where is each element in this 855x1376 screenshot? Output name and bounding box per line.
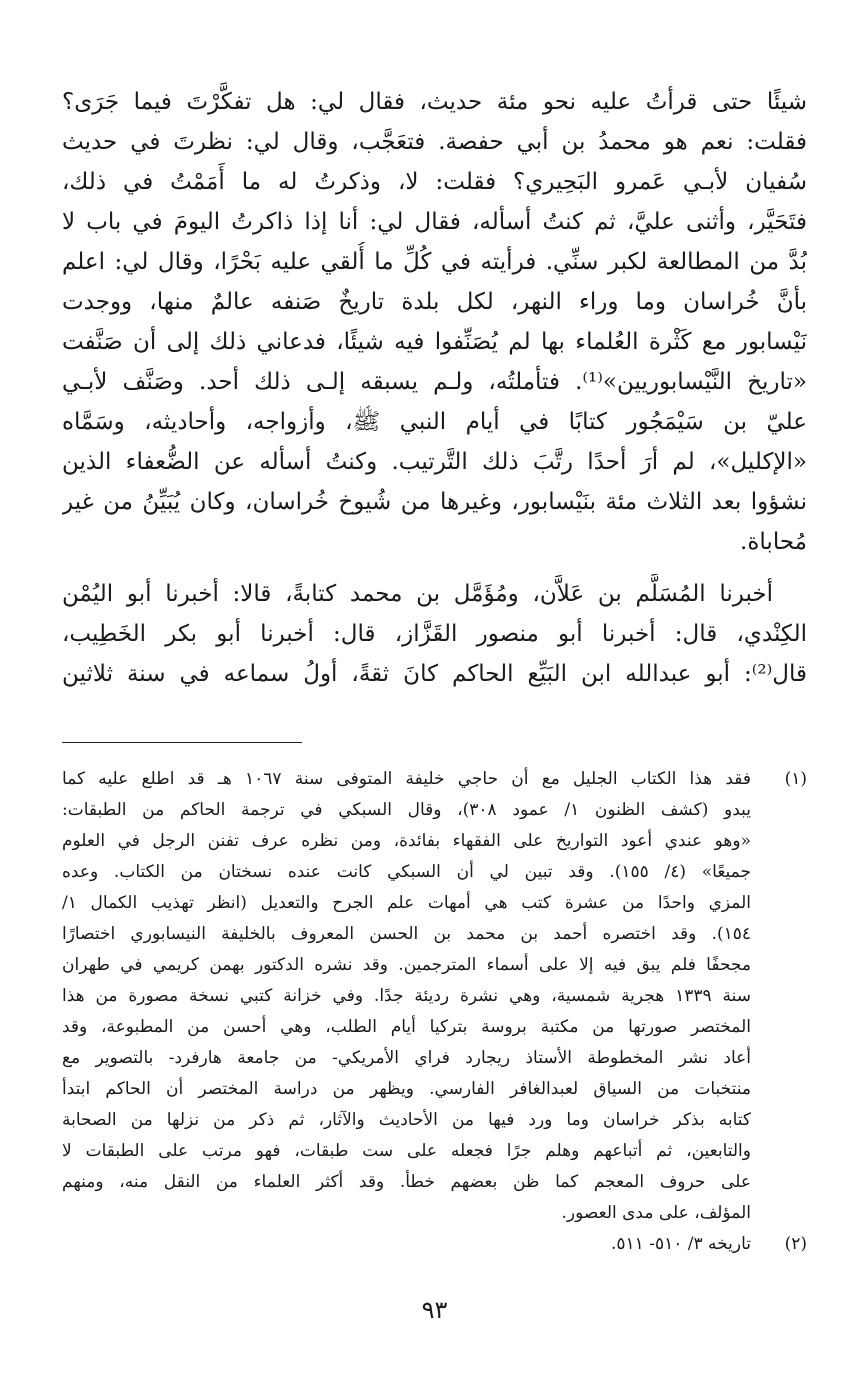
footnote-line: والتابعين، ثم أتباعهم وهلم جرًا فجعله على ست طبقات، فهو مرتب على الطبقات لا xyxy=(62,1141,751,1161)
footnote-line: ١٥٤). وقد اختصره أحمد بن محمد بن الحسن المعروف بالخليفة النيسابوري اختصارًا xyxy=(62,924,751,944)
footnote-number: (٢) xyxy=(784,1234,807,1254)
main-text xyxy=(62,82,807,694)
text-line: نشؤوا بعد الثلاث مئة بنَيْسابور، وغيرها من شُيوخ خُراسان، وكان يُبَيِّنُ من غير xyxy=(62,489,807,515)
text-line: شيئًا حتى قرأتُ عليه نحو مئة حديث، فقال لي: هل تفكَّرْتَ فيما جَرَى؟ xyxy=(62,89,807,115)
text-line: أخبرنا المُسَلَّم بن عَلاَّن، ومُؤَمَّل بن محمد كتابةً، قالا: أخبرنا أبو اليُمْن xyxy=(62,581,773,607)
text-line: بأنَّ خُراسان وما وراء النهر، لكل بلدة تاريخٌ صَنفه عالمٌ منها، ووجدت xyxy=(62,289,807,315)
footnote-line: «وهو عندي أعود التواريخ على الفقهاء بفائدة، ومن نظره عرف تفنن الرجل في العلوم xyxy=(62,831,751,851)
text-line: نَيْسابور مع كَثْرة العُلماء بها لم يُصَنِّفوا فيه شيئًا، فدعاني ذلك إلى أن صَنَّفت xyxy=(62,329,807,355)
footnote-line: كتابه بذكر خراسان وما ورد فيها من الأحاديث والآثار، ثم ذكر من نزلها من الصحابة xyxy=(62,1110,751,1130)
footnote-body xyxy=(62,764,751,1229)
text-line: فتَحَيَّر، وأثنى عليَّ، ثم كنتُ أسأله، فقال لي: أنا إذا ذاكرتُ اليومَ في باب لا xyxy=(62,209,807,235)
text-line: عليّ بن سَيْمَجُور كتابًا في أيام النبي ﷺ، وأزواجه، وأحاديثه، وسَمَّاه xyxy=(62,409,807,435)
footnote-line: المؤلف، على مدى العصور. xyxy=(561,1203,751,1223)
footnote-number: (١) xyxy=(784,769,807,789)
paragraph-gap xyxy=(62,562,807,574)
footnotes xyxy=(62,764,807,1260)
footnote-line: تاريخه ٣/ ٥١٠- ٥١١. xyxy=(611,1234,751,1254)
text-line: قال⁽²⁾: أبو عبدالله ابن البَيِّع الحاكم كانَ ثقةً، أولُ سماعه في سنة ثلاثين xyxy=(62,661,807,687)
footnote-line: يبدو (كشف الظنون ١/ عمود ٣٠٨)، وقال السبكي في ترجمة الحاكم من الطبقات: xyxy=(62,800,751,820)
text-line: «الإكليل»، لم أرَ أحدًا رتَّبَ ذلك التَّرتيب. وكنتُ أسأله عن الضُّعفاء الذين xyxy=(62,449,807,475)
text-line: بُدَّ من المطالعة لكبر سنِّي. فرأيته في كُلِّ ما أُلقي عليه بَحْرًا، وقال لي: اعلم xyxy=(62,249,807,275)
footnote-line: المختصر صورتها من مكتبة بروسة بتركيا أيام الطلب، وهي أحسن من المطبوعة، وقد xyxy=(62,1017,751,1037)
footnote-line: على حروف المعجم كما ظن بعضهم خطأ. وقد أكثر العلماء من النقل منه، ومنهم xyxy=(62,1172,751,1192)
footnote-line: فقد هذا الكتاب الجليل مع أن حاجي خليفة المتوفى سنة ١٠٦٧ هـ قد اطلع عليه كما xyxy=(62,769,751,789)
footnote-1 xyxy=(62,764,807,1229)
footnote-2 xyxy=(62,1229,807,1260)
footnote-line: منتخبات من السياق لعبدالغافر الفارسي. ويظهر من دراسة المختصر أن الحاكم ابتدأ xyxy=(62,1079,751,1099)
text-line: فقلت: نعم هو محمدُ بن أبي حفصة. فتعَجَّب، وقال لي: نظرتَ في حديث xyxy=(62,129,807,155)
footnote-line: أعاد نشر المخطوطة الأستاذ ريجارد فراي الأمريكي- من جامعة هارفرد- بالتصوير مع xyxy=(62,1048,751,1068)
footnote-line: المزي واحدًا من عشرة كتب هي أمهات علم الجرح والتعديل (انظر تهذيب الكمال ١/ xyxy=(62,893,751,913)
footnote-body xyxy=(62,1229,751,1260)
text-line: الكِنْدي، قال: أخبرنا أبو منصور القَزَّاز، قال: أخبرنا أبو بكر الخَطِيب، xyxy=(62,621,807,647)
footnote-line: جميعًا» (٤/ ١٥٥). وقد تبين لي أن السبكي كانت عنده نسختان من الكتاب. وعده xyxy=(62,862,751,882)
footnote-line: مجحفًا فلم يبق فيه إلا على أسماء المترجمين. وقد نشره الدكتور بهمن كريمي في طهران xyxy=(62,955,751,975)
book-page xyxy=(62,82,807,1352)
text-line: سُفيان لأبـي عَمرو البَحِيري؟ فقلت: لا، وذكرتُ له ما أَمَمْتُ في ذلك، xyxy=(62,169,807,195)
text-line: «تاريخ النَّيْسابوريين»⁽¹⁾. فتأملتُه، ولـم يسبقه إلـى ذلك أحد. وصَنَّف لأبـي xyxy=(62,369,807,395)
page-number: ٩٣ xyxy=(421,1296,448,1324)
text-line: مُحاباة. xyxy=(740,529,807,555)
footnote-line: سنة ١٣٣٩ هجرية شمسية، وهي نشرة رديئة جدًا. وفي خزانة كتبي نسخة مصورة من هذا xyxy=(62,986,751,1006)
footnote-separator xyxy=(62,742,302,743)
